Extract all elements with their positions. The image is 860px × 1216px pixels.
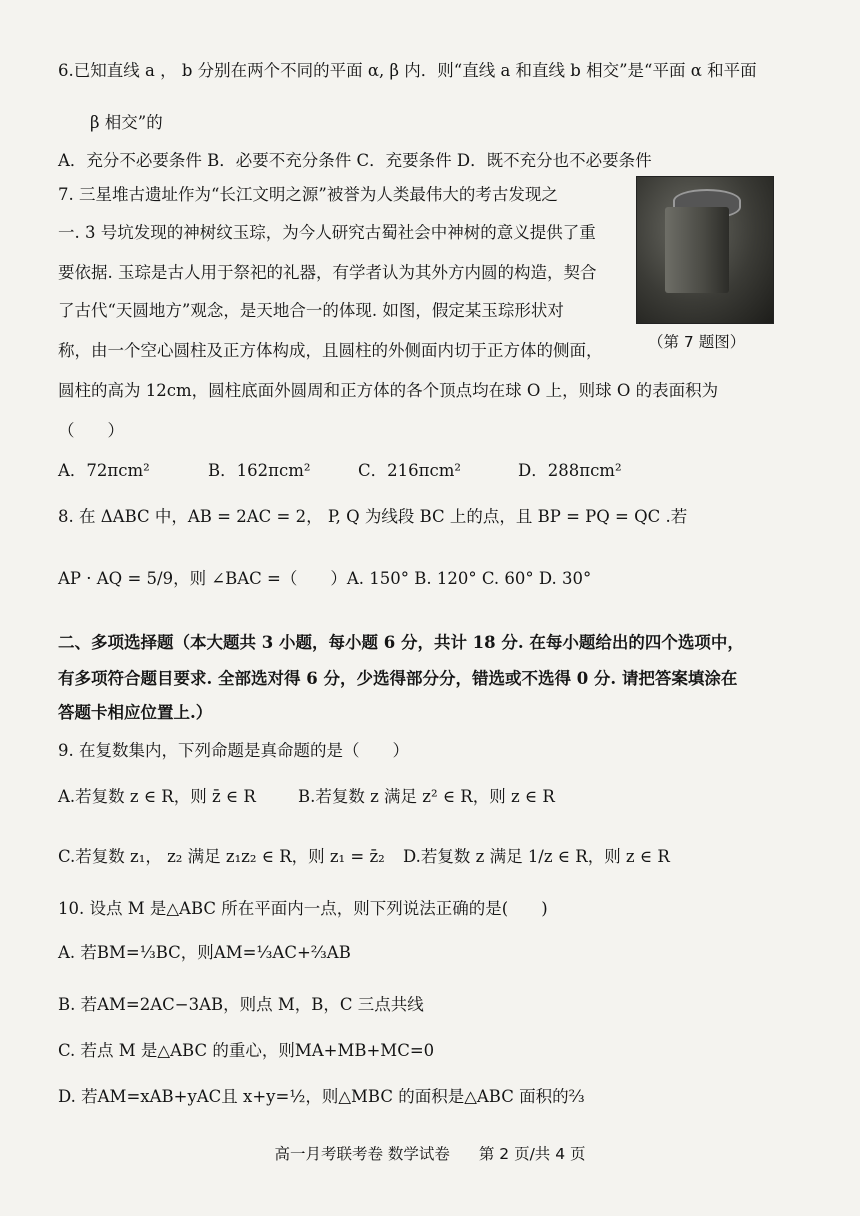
q7-line5: 称，由一个空心圆柱及正方体构成，且圆柱的外侧面内切于正方体的侧面， — [58, 341, 603, 360]
q9-stem: 9. 在复数集内，下列命题是真命题的是（ ） — [58, 741, 409, 760]
page-footer — [0, 1142, 860, 1164]
q10-option-b: B. 若AM=2AC−3AB，则点 M，B，C 三点共线 — [58, 995, 424, 1014]
q10-option-d: D. 若AM=xAB+yAC且 x+y=½，则△MBC 的面积是△ABC 面积的⅔ — [58, 1087, 585, 1106]
section2-line3: 答题卡相应位置上.） — [58, 703, 213, 722]
q7-option-c: C．216πcm² — [358, 461, 461, 480]
q7-line3: 要依据. 玉琮是古人用于祭祀的礼器，有学者认为其外方内圆的构造，契合 — [58, 263, 597, 282]
q9-option-a: A.若复数 z ∈ R，则 z̄ ∈ R — [58, 787, 256, 806]
q6-options: A．充分不必要条件 B．必要不充分条件 C．充要条件 D．既不充分也不必要条件 — [58, 151, 652, 170]
q9-option-c: C.若复数 z₁， z₂ 满足 z₁z₂ ∈ R，则 z₁ = z̄₂ — [58, 847, 385, 866]
section2-line2: 有多项符合题目要求. 全部选对得 6 分，少选得部分分，错选或不选得 0 分. 请把答案填涂在 — [58, 669, 738, 688]
q7-option-b: B．162πcm² — [208, 461, 311, 480]
q10-option-a: A. 若BM=⅓BC，则AM=⅓AC+⅔AB — [58, 943, 351, 962]
q10-option-c: C. 若点 M 是△ABC 的重心，则MA+MB+MC=0 — [58, 1041, 435, 1060]
q7-line4: 了古代“天圆地方”观念，是天地合一的体现. 如图，假定某玉琮形状对 — [58, 301, 564, 320]
photo-cong-body — [665, 207, 729, 293]
q6-line1: 6.已知直线 a ， b 分别在两个不同的平面 α, β 内．则“直线 a 和直线 b 相交”是“平面 α 和平面 — [58, 61, 757, 80]
q9-option-d: D.若复数 z 满足 1/z ∈ R，则 z ∈ R — [403, 847, 670, 866]
q7-line2: 一. 3 号坑发现的神树纹玉琮，为今人研究古蜀社会中神树的意义提供了重 — [58, 223, 596, 242]
q7-line6: 圆柱的高为 12cm，圆柱底面外圆周和正方体的各个顶点均在球 O 上，则球 O 的表面积为 — [58, 381, 719, 400]
q7-figure-caption: （第 7 题图） — [648, 333, 746, 351]
q7-option-a: A．72πcm² — [58, 461, 150, 480]
q8-line1: 8. 在 ΔABC 中，AB = 2AC = 2， P, Q 为线段 BC 上的点，且 BP = PQ = QC .若 — [58, 507, 688, 526]
q7-options — [58, 460, 622, 482]
q7-blank: （ ） — [58, 421, 124, 440]
q9-options-cd — [58, 846, 670, 868]
q6-line2: β 相交”的 — [90, 113, 163, 132]
footer-page-number: 第 2 页/共 4 页 — [478, 1145, 586, 1163]
footer-title: 高一月考联考卷 数学试卷 — [274, 1145, 450, 1163]
section2-line1: 二、多项选择题（本大题共 3 小题，每小题 6 分，共计 18 分. 在每小题给出的四个选项中， — [58, 633, 744, 652]
q8-line2: AP · AQ = 5/9，则 ∠BAC =（ ）A. 150° B. 120° C. 60° D. 30° — [58, 569, 592, 588]
q9-option-b: B.若复数 z 满足 z² ∈ R，则 z ∈ R — [298, 787, 555, 806]
q9-options-ab — [58, 786, 555, 808]
q7-line1: 7. 三星堆古遗址作为“长江文明之源”被誉为人类最伟大的考古发现之 — [58, 185, 558, 204]
q10-stem: 10. 设点 M 是△ABC 所在平面内一点，则下列说法正确的是( ) — [58, 899, 548, 918]
jade-cong-photo — [636, 176, 774, 324]
q7-option-d: D．288πcm² — [518, 461, 622, 480]
